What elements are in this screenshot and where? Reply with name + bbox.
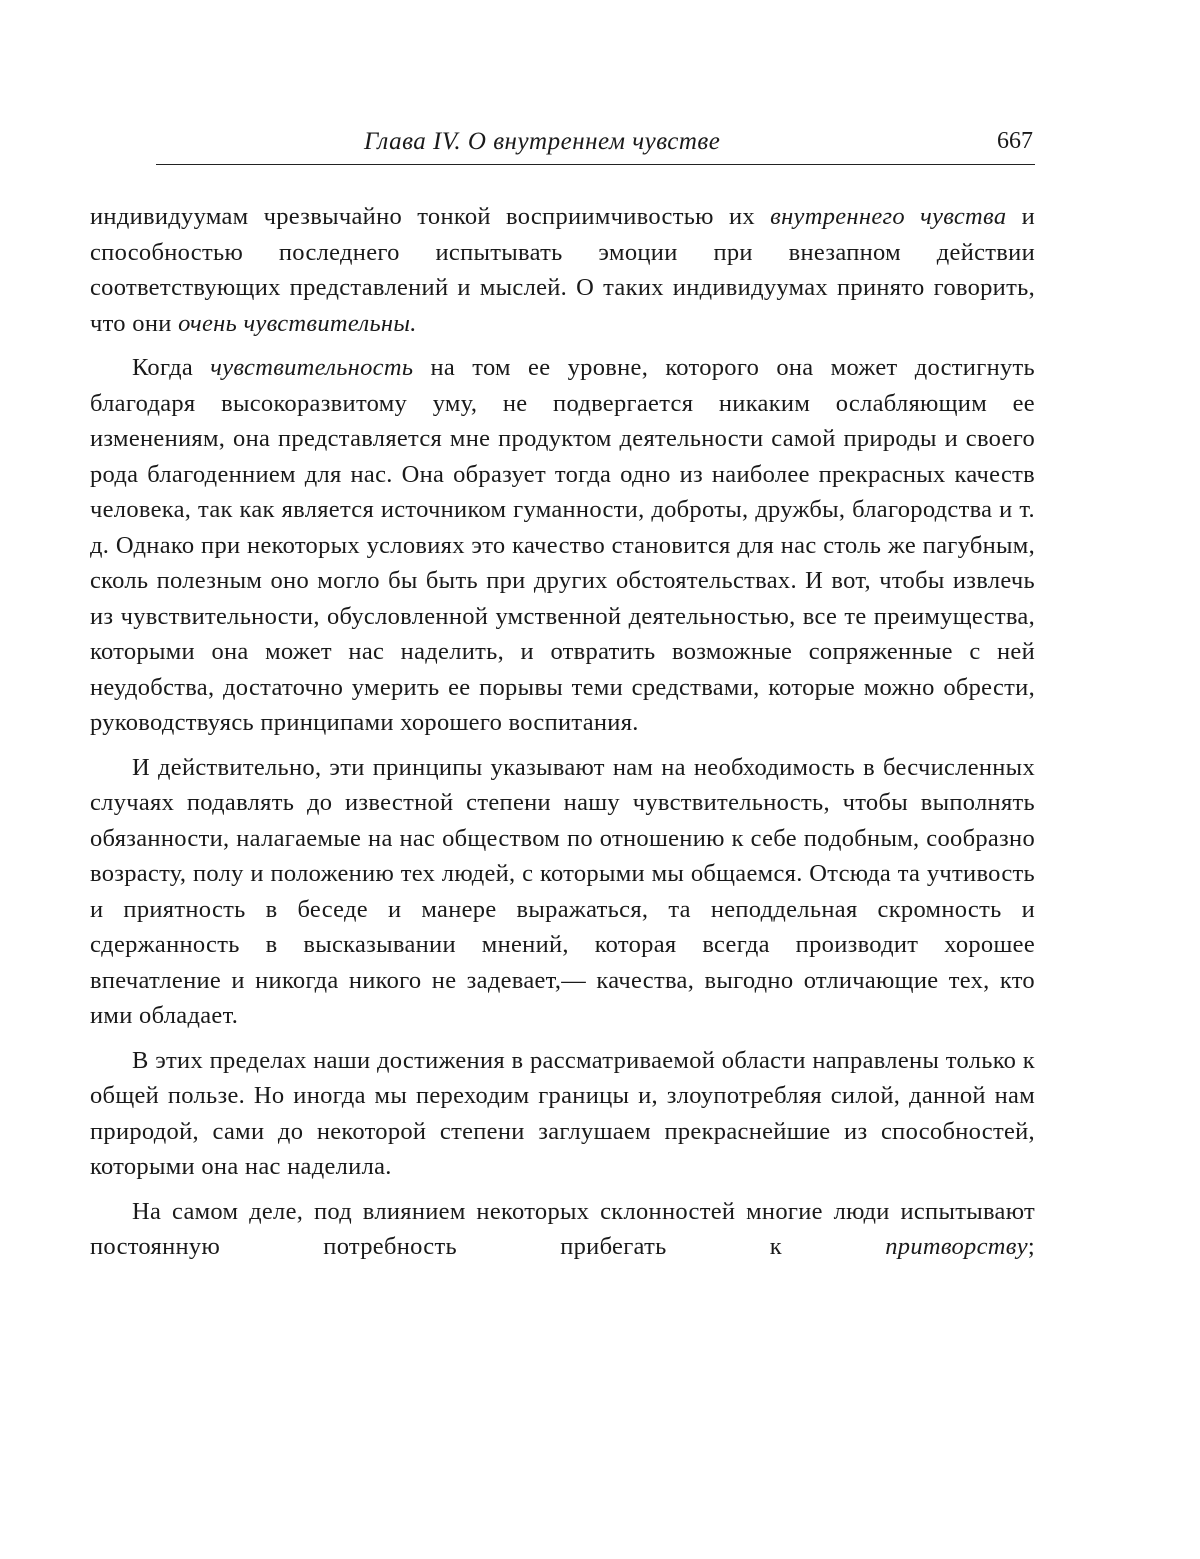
text-segment: И действительно, эти принципы указывают нам на необходимость в бесчисленных случаях подавлять до известной степени нашу чувствительность, чтобы выполнять обязанности, налагаемые на нас обществом по отношению к себе подобным, сообразно возрасту, полу и положению тех людей, с которыми мы общаемся. Отсюда та учтивость и приятность в беседе и манере выражаться, та неподдельная скромность и сдержанность в высказывании мнений, которая всегда производит хорошее впечатление и никогда никого не задевает,— качества, выгодно отличающие тех, кто ими обладает.	[90, 753, 1035, 1029]
paragraph-2	[90, 350, 1035, 741]
text-segment: На самом деле, под влиянием некоторых склонностей многие люди испытывают постоянную потребность прибегать к	[90, 1197, 1035, 1260]
running-title: Глава IV. О внутреннем чувстве	[364, 128, 721, 155]
italic-segment: внутреннего чувства	[770, 203, 1007, 230]
running-header	[156, 120, 1035, 165]
paragraph-5	[90, 1194, 1035, 1265]
page-number: 667	[997, 128, 1033, 154]
italic-segment: очень чувствительны.	[178, 309, 417, 337]
text-segment: индивидуумам чрезвычайно тонкой восприимчивостью их	[90, 203, 771, 230]
italic-segment: чувствительность	[210, 354, 414, 381]
paragraph-3	[90, 750, 1035, 1034]
body-text	[90, 199, 1035, 1265]
text-segment: и способностью последнего испытывать эмоции при внезапном действии соответствующих представлений и мыслей. О таких индивидуумах принято говорить, что они	[90, 203, 1035, 337]
paragraph-1	[90, 199, 1035, 341]
paragraph-4	[90, 1043, 1035, 1185]
text-segment: ;	[1027, 1233, 1035, 1260]
text-segment: на том ее уровне, которого она может достигнуть благодаря высокоразвитому уму, не подвергается никаким ослабляющим ее изменениям, она представляется мне продуктом деятельности самой природы и своего рода благоденнием для нас. Она образует тогда одно из наиболее прекрасных качеств человека, так как является источником гуманности, доброты, дружбы, благородства и т. д. Однако при некоторых условиях это качество становится для нас столь же пагубным, сколь полезным оно могло бы быть при других обстоятельствах. И вот, чтобы извлечь из чувствительности, обусловленной умственной деятельностью, все те преимущества, которыми она может нас наделить, и отвратить возможные сопряженные с ней неудобства, достаточно умерить ее порывы теми средствами, которые можно обрести, руководствуясь принципами хорошего воспитания.	[90, 354, 1036, 736]
text-segment: Когда	[132, 354, 211, 381]
book-page	[90, 120, 1035, 1274]
italic-segment: притворству	[885, 1233, 1028, 1260]
text-segment: В этих пределах наши достижения в рассматриваемой области направлены только к общей пользе. Но иногда мы переходим границы и, злоупотребляя силой, данной нам природой, сами до некоторой степени заглушаем прекраснейшие из способностей, которыми она нас наделила.	[90, 1046, 1035, 1180]
